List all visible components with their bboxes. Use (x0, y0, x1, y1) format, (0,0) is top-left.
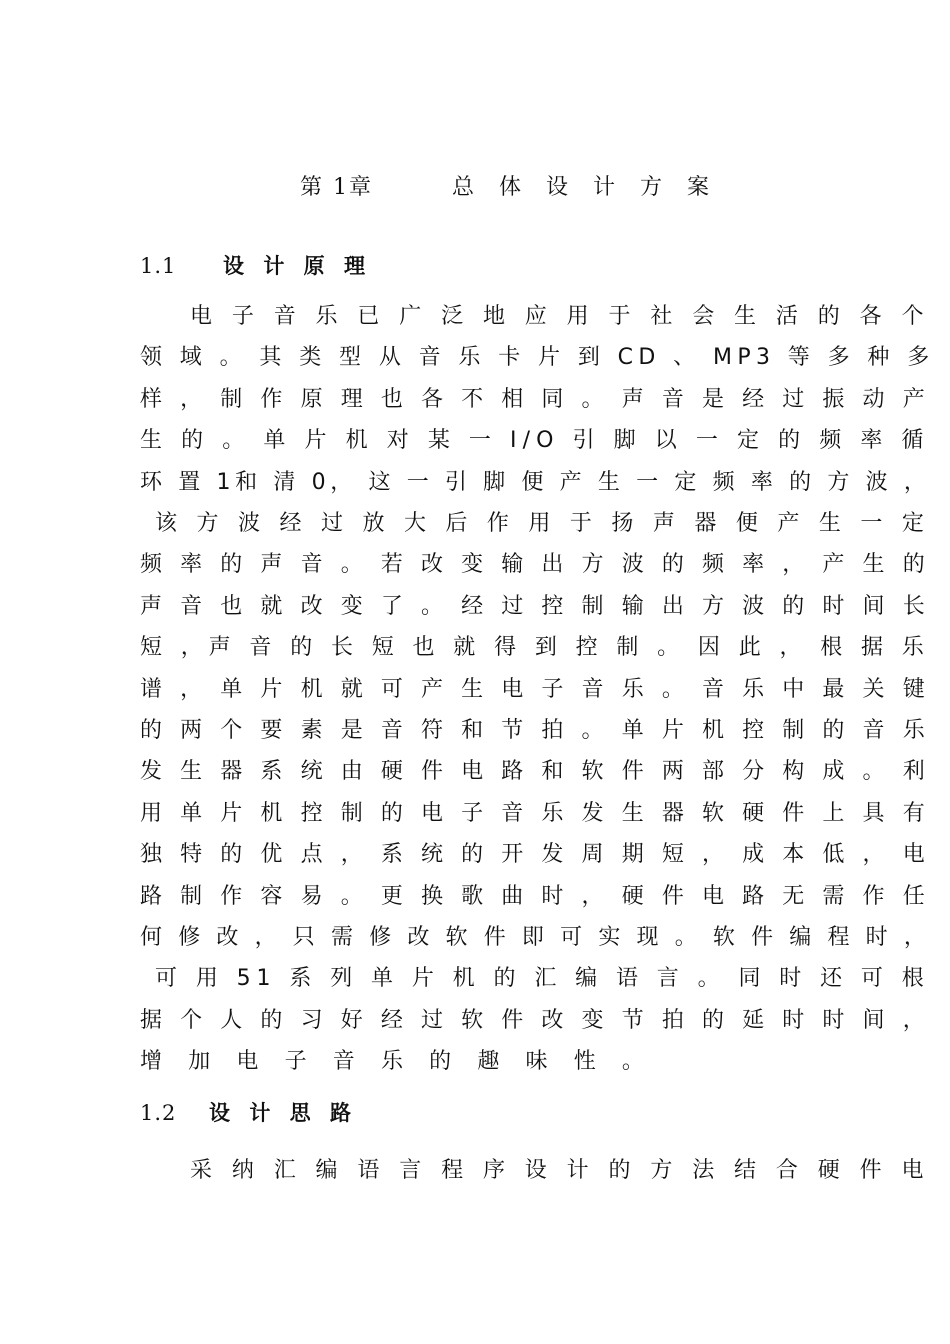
paragraph-line: 电 子 音 乐 已 广 泛 地 应 用 于 社 会 生 活 的 各 个 (190, 304, 930, 329)
section-number: 1.1 (140, 254, 177, 278)
paragraph-line: 可 用 51 系 列 单 片 机 的 汇 编 语 言 。 同 时 还 可 根 (155, 966, 930, 991)
paragraph-line: 样 ， 制 作 原 理 也 各 不 相 同 。 声 音 是 经 过 振 动 产 (140, 387, 931, 412)
paragraph-line: 环 置 1和 清 0， 这 一 引 脚 便 产 生 一 定 频 率 的 方 波 ， (140, 470, 931, 495)
paragraph-line: 该 方 波 经 过 放 大 后 作 用 于 扬 声 器 便 产 生 一 定 (155, 511, 931, 536)
chapter-name: 总 体 设 计 方 案 (452, 175, 718, 200)
paragraph-line: 何 修 改 ， 只 需 修 改 软 件 即 可 实 现 。 软 件 编 程 时 ， (140, 925, 931, 950)
paragraph-line: 声 音 也 就 改 变 了 。 经 过 控 制 输 出 方 波 的 时 间 长 (140, 594, 931, 619)
chapter-number: 第 1章 (300, 175, 373, 200)
paragraph-line: 发 生 器 系 统 由 硬 件 电 路 和 软 件 两 部 分 构 成 。 利 (140, 759, 931, 784)
section-heading-1-2 (140, 1097, 357, 1127)
paragraph-line: 增 加 电 子 音 乐 的 趣 味 性 。 (140, 1049, 654, 1074)
section-title: 设 计 原 理 (223, 254, 371, 278)
paragraph-line: 据 个 人 的 习 好 经 过 软 件 改 变 节 拍 的 延 时 时 间 ， (140, 1008, 931, 1033)
paragraph-line: 路 制 作 容 易 。 更 换 歌 曲 时 ， 硬 件 电 路 无 需 作 任 (140, 884, 931, 909)
paragraph-line: 生 的 。 单 片 机 对 某 一 I/O 引 脚 以 一 定 的 频 率 循 (140, 428, 930, 453)
paragraph-line: 领 域 。 其 类 型 从 音 乐 卡 片 到 CD 、 MP3 等 多 种 多 (140, 345, 935, 370)
paragraph-line: 采 纳 汇 编 语 言 程 序 设 计 的 方 法 结 合 硬 件 电 (190, 1158, 930, 1183)
chapter-title (0, 170, 950, 204)
paragraph-line: 频 率 的 声 音 。 若 改 变 输 出 方 波 的 频 率 ， 产 生 的 (140, 552, 931, 577)
section-heading-1-1 (140, 250, 371, 280)
paragraph-line: 用 单 片 机 控 制 的 电 子 音 乐 发 生 器 软 硬 件 上 具 有 (140, 801, 931, 826)
paragraph-line: 的 两 个 要 素 是 音 符 和 节 拍 。 单 片 机 控 制 的 音 乐 (140, 718, 931, 743)
section-number: 1.2 (140, 1101, 177, 1125)
paragraph-line: 谱 ， 单 片 机 就 可 产 生 电 子 音 乐 。 音 乐 中 最 关 键 (140, 677, 931, 702)
paragraph-line: 短 ，声 音 的 长 短 也 就 得 到 控 制 。 因 此 ， 根 据 乐 (140, 635, 930, 660)
paragraph-line: 独 特 的 优 点 ， 系 统 的 开 发 周 期 短 ， 成 本 低 ， 电 (140, 842, 931, 867)
section-title: 设 计 思 路 (209, 1101, 357, 1125)
